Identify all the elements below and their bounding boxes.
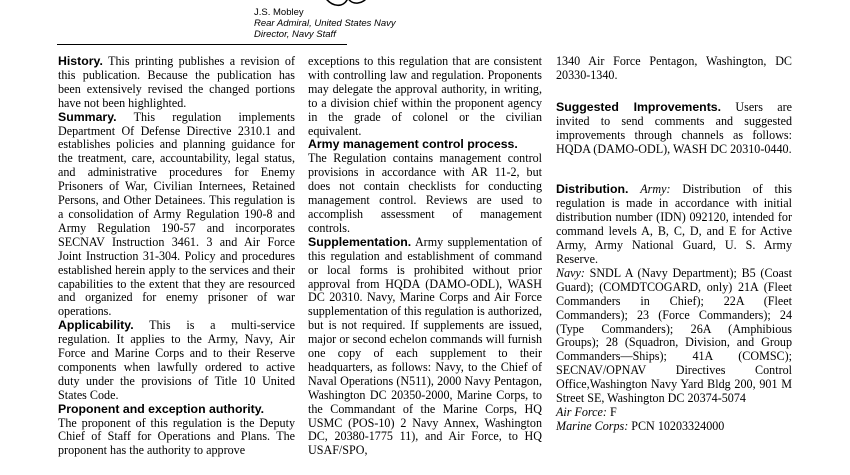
distribution-paragraph [556, 183, 792, 266]
management-text: The Regulation contains management control provisions in accordance with AR 11-2, but does not contain checklists for conducting management control. Reviews are used to accomplish assessment of management controls. [308, 151, 542, 235]
supplementation-text: Army supplementation of this regulation and establishment of command or local forms is prohibited without prior approval from HQDA (DAMO-ODL), WASH DC 20310. Navy, Marine Corps and Air Force supplementation of this regulation is authorized, but is not required. If supplements are issued, major or second echelon commands will furnish one copy of each supplement to their headquarters, as follows: Navy, to the Chief of Naval Operations (N511), 2000 Navy Pentagon, Washington DC 20350-2000, Marine Corps, to the Commandant of the Marine Corps, HQ USMC (POS-10) 2 Navy Annex, Washington DC, 20380-1775 11), and Air Force, to HQ USAF/SPO, [308, 234, 543, 458]
suggestions-text: Users are invited to send comments and suggested improvements through channels as follows: HQDA (DAMO-ODL), WASH DC 20310-0440. [556, 99, 792, 156]
navy-distribution-paragraph [556, 267, 792, 406]
applicability-text: This is a multi-service regulation. It applies to the Army, Navy, Air Force and Marine Corps and to their Reserve components when lawfully ordered to active duty under the provisions of Title 10 United States Code. [58, 318, 295, 402]
exceptions-paragraph: exceptions to this regulation that are consistent with controlling law and regulation. Proponents may delegate the approval authority, in writing, to a division chief within the proponent agency in the grade of colonel or the civilian equivalent. [308, 54, 542, 138]
address-paragraph: 1340 Air Force Pentagon, Washington, DC 20330-1340. [556, 54, 792, 82]
distribution-heading: Distribution. [556, 182, 629, 197]
supplementation-paragraph [308, 236, 542, 459]
signer-name: J.S. Mobley [254, 7, 304, 18]
army-label: Army: [640, 182, 671, 197]
marinecorps-distribution-text: PCN 10203324000 [631, 418, 725, 433]
history-heading: History. [58, 54, 103, 68]
divider-rule [57, 44, 347, 45]
column-1 [58, 55, 295, 458]
proponent-paragraph [58, 403, 295, 459]
navy-label: Navy: [556, 265, 585, 280]
column-3 [556, 55, 792, 434]
signer-office: Director, Navy Staff [254, 29, 336, 40]
airforce-distribution-paragraph [556, 406, 792, 420]
applicability-heading: Applicability. [58, 318, 134, 333]
airforce-label: Air Force: [556, 404, 607, 419]
airforce-distribution-text: F [609, 404, 617, 419]
summary-heading: Summary. [58, 109, 117, 124]
army-distribution-text: Distribution of this regulation is made in accordance with initial distribution number (IDN) 092120, intended for command levels A, B, C, D, and E for Active Army, Army National Guard, U. S. Army Reserve. [556, 182, 792, 266]
management-heading: Army management control process. [308, 137, 518, 152]
proponent-heading: Proponent and exception authority. [58, 401, 265, 416]
management-paragraph [308, 138, 542, 235]
suggestions-heading: Suggested Improvements. [556, 99, 722, 114]
history-text: This printing publishes a revision of this publication. Because the publication has been extensively revised the changed portions have not been highlighted. [58, 54, 295, 110]
signature-block [254, 0, 396, 40]
marinecorps-distribution-paragraph [556, 420, 792, 434]
proponent-text: The proponent of this regulation is the Deputy Chief of Staff for Operations and Plans. The proponent has the authority to approve [58, 415, 295, 458]
applicability-paragraph [58, 319, 295, 402]
history-paragraph [58, 55, 295, 111]
navy-distribution-text: SNDL A (Navy Department); B5 (Coast Guard); (COMDTCOGARD, only) 21A (Fleet Commanders in Chief); 22A (Fleet Commanders); 23 (Force Commanders); 24 (Type Commanders); 26A (Amphibious Groups); 28 (Squadron, Division, and Group Commanders—Ships); 41A (COMSC); SECNAV/OPNAV Directives Control Office,Washington Navy Yard Bldg 200, 901 M Street SE, Washington DC 20374-5074 [556, 265, 792, 406]
signer-title: Rear Admiral, United States Navy [254, 18, 396, 29]
column-2 [308, 55, 542, 458]
summary-paragraph [58, 111, 295, 320]
marinecorps-label: Marine Corps: [556, 418, 629, 433]
suggestions-paragraph [556, 101, 792, 157]
summary-text: This regulation implements Department Of Defense Directive 2310.1 and establishes policies and planning guidance for the treatment, care, accountability, legal status, and administrative procedures for Enemy Prisoners of War, Civilian Internees, Retained Persons, and Other Detainees. This regulation is a consolidation of Army Regulation 190-8 and Army Regulation 190-57 and incorporates SECNAV Instruction 3461. 3 and Air Force Joint Instruction 31-304. Policy and procedures established herein apply to the services and their capabilities to the extent that they are resourced and organized for enemy prisoner of war operations. [58, 109, 295, 319]
supplementation-heading: Supplementation. [308, 234, 412, 249]
